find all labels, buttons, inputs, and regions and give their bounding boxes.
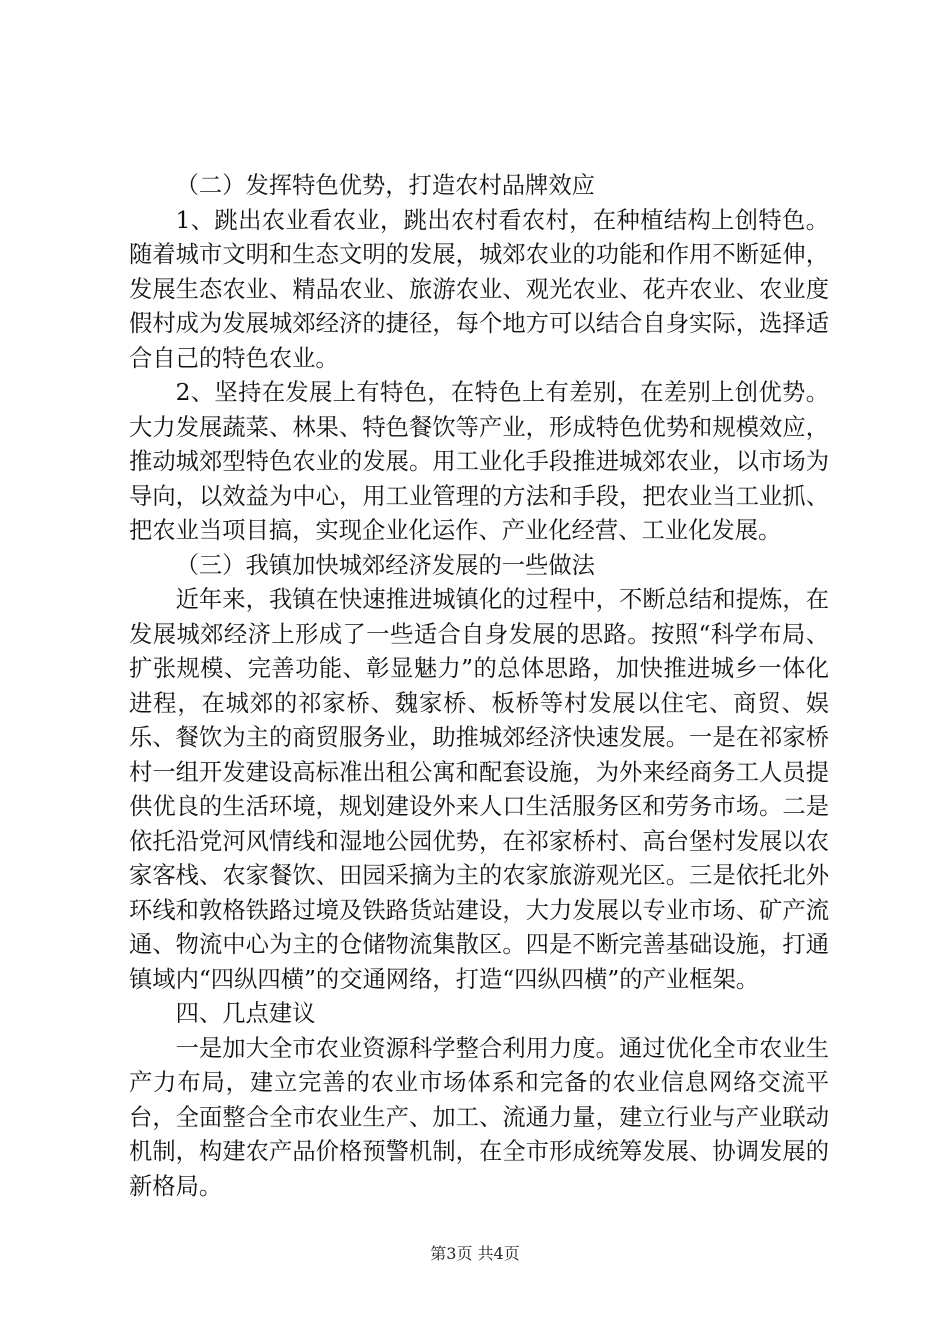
paragraph-town-practice: 近年来，我镇在快速推进城镇化的过程中，不断总结和提炼，在发展城郊经济上形成了一些适合自身发展的思路。按照“科学布局、扩张规模、完善功能、彰显魅力”的总体思路，加快推进城乡一体化进程，在城郊的祁家桥、魏家桥、板桥等村发展以住宅、商贸、娱乐、餐饮为主的商贸服务业，助推城郊经济快速发展。一是在祁家桥村一组开发建设高标准出租公寓和配套设施，为外来经商务工人员提供优良的生活环境，规划建设外来人口生活服务区和劳务市场。二是依托沿党河风情线和湿地公园优势，在祁家桥村、高台堡村发展以农家客栈、农家餐饮、田园采摘为主的农家旅游观光区。三是依托北外环线和敦格铁路过境及铁路货站建设，大力发展以专业市场、矿产流通、物流中心为主的仓储物流集散区。四是不断完善基础设施，打通镇域内“四纵四横”的交通网络，打造“四纵四横”的产业框架。 [129, 586, 829, 993]
section-heading-2: （二）发挥特色优势，打造农村品牌效应 [175, 172, 595, 199]
paragraph-suggestion-1: 一是加大全市农业资源科学整合利用力度。通过优化全市农业生产力布局，建立完善的农业市场体系和完备的农业信息网络交流平台，全面整合全市农业生产、加工、流通力量，建立行业与产业联动机制，构建农产品价格预警机制，在全市形成统筹发展、协调发展的新格局。 [129, 1034, 829, 1200]
section-heading-3: （三）我镇加快城郊经济发展的一些做法 [175, 551, 595, 579]
page-footer: 第3页 共4页 [430, 1244, 520, 1263]
paragraph-item-2: 2、坚持在发展上有特色，在特色上有差别，在差别上创优势。大力发展蔬菜、林果、特色餐饮等产业，形成特色优势和规模效应，推动城郊型特色农业的发展。用工业化手段推进城郊农业，以市场为导向，以效益为中心，用工业管理的方法和手段，把农业当工业抓、把农业当项目搞，实现企业化运作、产业化经营、工业化发展。 [129, 379, 829, 544]
paragraph-item-1: 1、跳出农业看农业，跳出农村看农村，在种植结构上创特色。随着城市文明和生态文明的发展，城郊农业的功能和作用不断延伸，发展生态农业、精品农业、旅游农业、观光农业、花卉农业、农业度假村成为发展城郊经济的捷径，每个地方可以结合自身实际，选择适合自己的特色农业。 [129, 206, 829, 372]
section-heading-suggestions: 四、几点建议 [175, 1000, 316, 1027]
document-body [129, 169, 829, 1204]
